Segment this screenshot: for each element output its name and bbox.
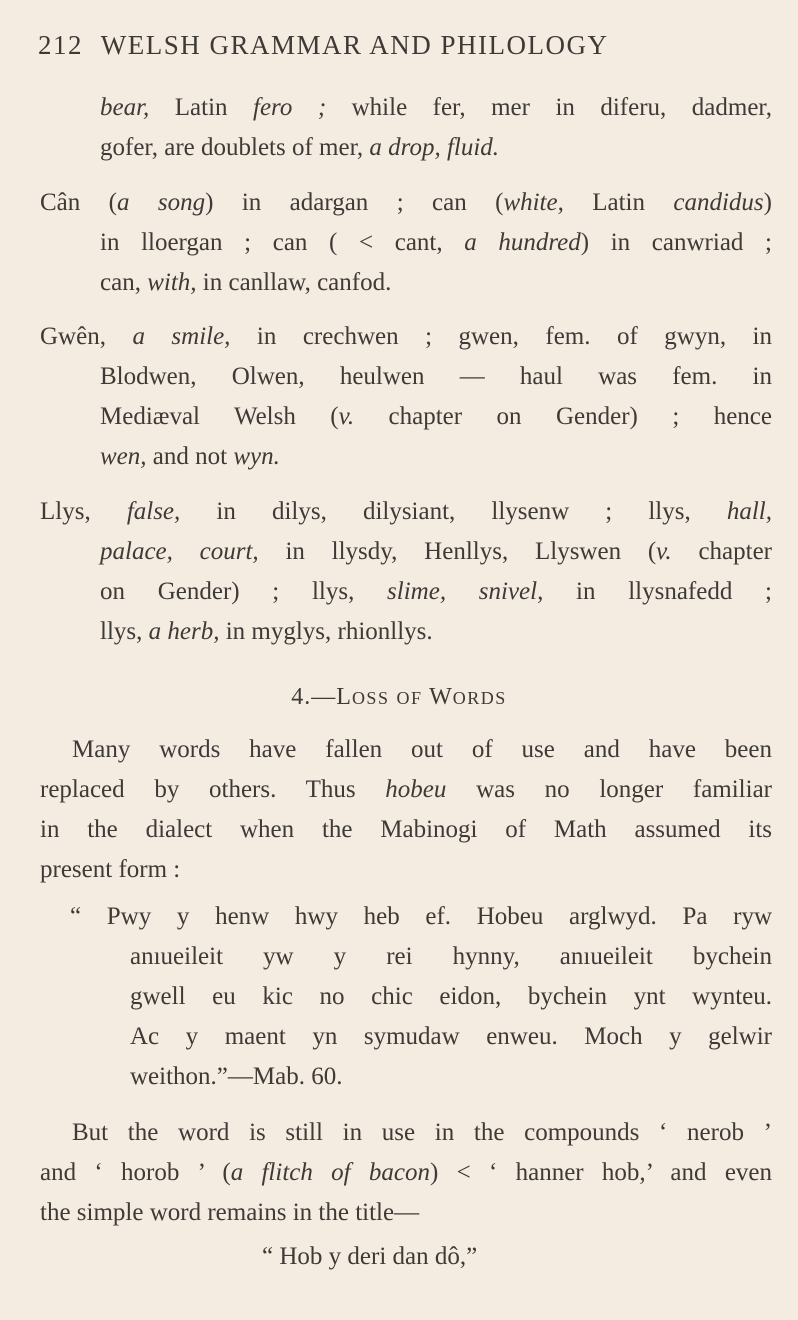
quote-line: gwell eu kic no chic eidon, bychein ynt wynteu.	[130, 983, 772, 1010]
text-line: But the word is still in use in the compounds ‘ nerob ’	[72, 1119, 772, 1146]
text-line: gofer, are doublets of mer, a drop, fluid.	[100, 134, 500, 161]
text-line: palace, court, in llysdy, Henllys, Llyswen (v. chapter	[100, 538, 772, 565]
text-line: in the dialect when the Mabinogi of Math assumed its	[40, 816, 772, 843]
page-number: 212	[38, 30, 83, 60]
text-line: the simple word remains in the title—	[40, 1199, 420, 1226]
text-line: Many words have fallen out of use and have been	[72, 736, 772, 763]
text-line: and ‘ horob ’ (a flitch of bacon) < ‘ hanner hob,’ and even	[40, 1159, 773, 1186]
running-header	[38, 30, 758, 61]
text-line: present form :	[40, 856, 181, 883]
entry-can-line: Cân (a song) in adargan ; can (white, Latin candidus)	[40, 189, 772, 216]
quote-line: Ac y maent yn symudaw enweu. Moch y gelwir	[130, 1023, 772, 1050]
text-line: on Gender) ; llys, slime, snivel, in llysnafedd ;	[100, 578, 772, 605]
text-line: llys, a herb, in myglys, rhionllys.	[100, 618, 433, 645]
running-title: WELSH GRAMMAR AND PHILOLOGY	[100, 30, 609, 60]
quote-line: “ Pwy y henw hwy heb ef. Hobeu arglwyd. Pa ryw	[70, 903, 772, 930]
quote-line: anıueileit yw y rei hynny, anıueileit bychein	[130, 943, 772, 970]
entry-gwen-line: Gwên, a smile, in crechwen ; gwen, fem. of gwyn, in	[40, 323, 772, 350]
text-line: Blodwen, Olwen, heulwen — haul was fem. in	[100, 363, 772, 390]
text-line: replaced by others. Thus hobeu was no longer familiar	[40, 776, 772, 803]
text-line: bear, Latin fero ; while fer, mer in diferu, dadmer,	[100, 94, 772, 121]
text-line: wen, and not wyn.	[100, 443, 280, 470]
quote-line: weithon.”—Mab. 60.	[130, 1063, 343, 1090]
text-line: in lloergan ; can ( < cant, a hundred) in canwriad ;	[100, 229, 772, 256]
quote-title-line: “ Hob y deri dan dô,”	[262, 1243, 478, 1270]
section-heading: 4.—LOSS OF WORDS	[291, 684, 507, 710]
text-line: Mediæval Welsh (v. chapter on Gender) ; hence	[100, 403, 772, 430]
entry-llys-line: Llys, false, in dilys, dilysiant, llysenw ; llys, hall,	[40, 498, 772, 525]
text-line: can, with, in canllaw, canfod.	[100, 269, 392, 296]
